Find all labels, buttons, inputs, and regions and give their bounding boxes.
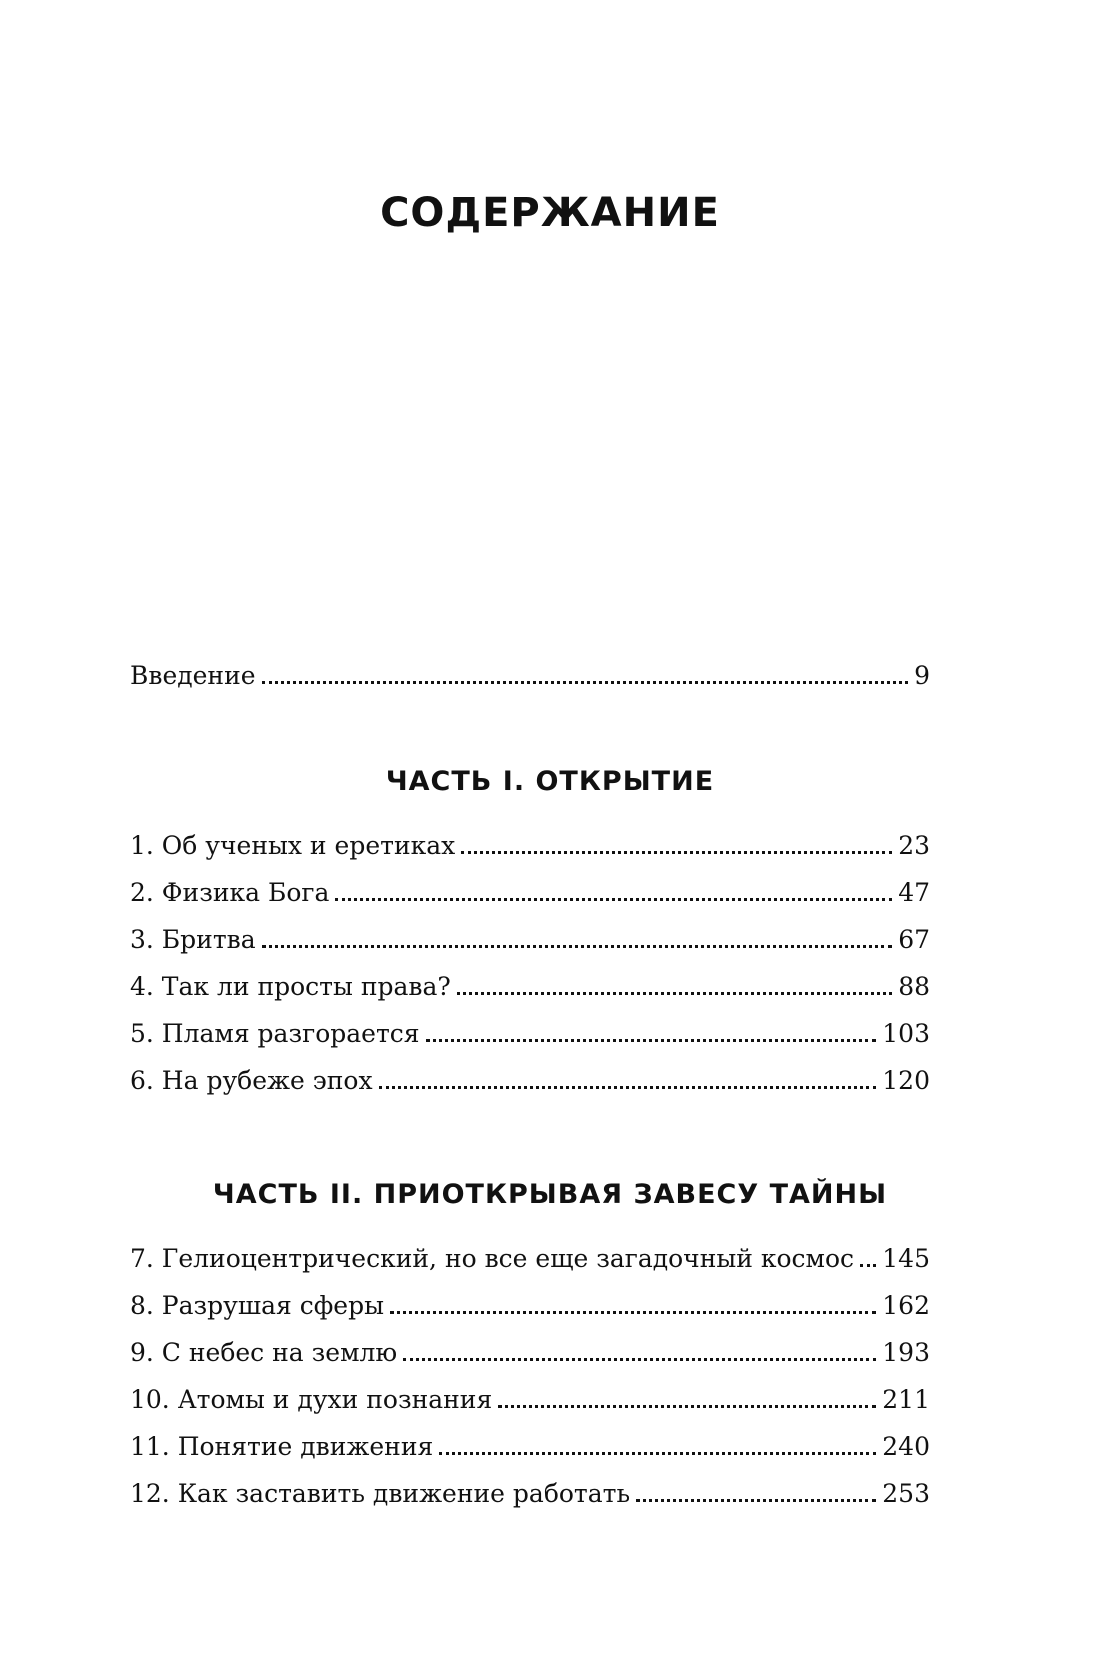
part-heading: ЧАСТЬ I. ОТКРЫТИЕ [385,766,715,797]
toc-entry[interactable] [130,1065,930,1097]
toc-entry-page: 23 [898,831,930,860]
toc-entry-page: 47 [898,878,930,907]
dot-leader [262,945,893,948]
toc-entry-page: 120 [882,1066,930,1095]
dot-leader [403,1358,876,1361]
toc-entry-label: 3. Бритва [130,925,256,954]
dot-leader [439,1452,876,1455]
toc-entry-label: 7. Гелиоцентрический, но все еще загадочный космос [130,1244,855,1273]
dot-leader [636,1499,876,1502]
toc-entry-intro[interactable] [130,660,930,692]
dot-leader [860,1264,876,1267]
toc-entry[interactable] [130,1337,930,1369]
toc-entry-label: 11. Понятие движения [130,1432,434,1461]
toc-entry-page: 88 [898,972,930,1001]
toc-entry-page: 103 [882,1019,930,1048]
dot-leader [498,1405,876,1408]
toc-entry[interactable] [130,877,930,909]
toc-entry-page: 253 [882,1479,930,1508]
toc-entry-label: 2. Физика Бога [130,878,330,907]
toc-entry-label: Введение [130,661,256,690]
dot-leader [262,681,909,684]
toc-entry[interactable] [130,1243,930,1275]
toc-entry-label: 1. Об ученых и еретиках [130,831,456,860]
toc-entry-label: 10. Атомы и духи познания [130,1385,493,1414]
toc-entry[interactable] [130,924,930,956]
toc-entry[interactable] [130,830,930,862]
toc-entry-page: 9 [914,661,930,690]
toc-entry-label: 12. Как заставить движение работать [130,1479,631,1508]
dot-leader [457,992,892,995]
toc-entry[interactable] [130,971,930,1003]
dot-leader [461,851,892,854]
toc-entry[interactable] [130,1384,930,1416]
toc-entry[interactable] [130,1478,930,1510]
dot-leader [426,1039,877,1042]
toc-entry-page: 67 [898,925,930,954]
page-title: СОДЕРЖАНИЕ [380,190,720,236]
toc-entry-label: 4. Так ли просты права? [130,972,451,1001]
toc-entry-label: 9. С небес на землю [130,1338,398,1367]
toc-entry-label: 8. Разрушая сферы [130,1291,385,1320]
dot-leader [335,898,892,901]
toc-entry-label: 6. На рубеже эпох [130,1066,373,1095]
toc-entry-page: 145 [882,1244,930,1273]
dot-leader [390,1311,876,1314]
toc-entry-page: 193 [882,1338,930,1367]
dot-leader [379,1086,877,1089]
toc-entry-page: 162 [882,1291,930,1320]
toc-entry-label: 5. Пламя разгорается [130,1019,420,1048]
toc-entry-page: 211 [882,1385,930,1414]
toc-entry[interactable] [130,1431,930,1463]
toc-entry[interactable] [130,1018,930,1050]
toc-entry-page: 240 [882,1432,930,1461]
toc-entry[interactable] [130,1290,930,1322]
part-heading: ЧАСТЬ II. ПРИОТКРЫВАЯ ЗАВЕСУ ТАЙНЫ [212,1179,888,1210]
